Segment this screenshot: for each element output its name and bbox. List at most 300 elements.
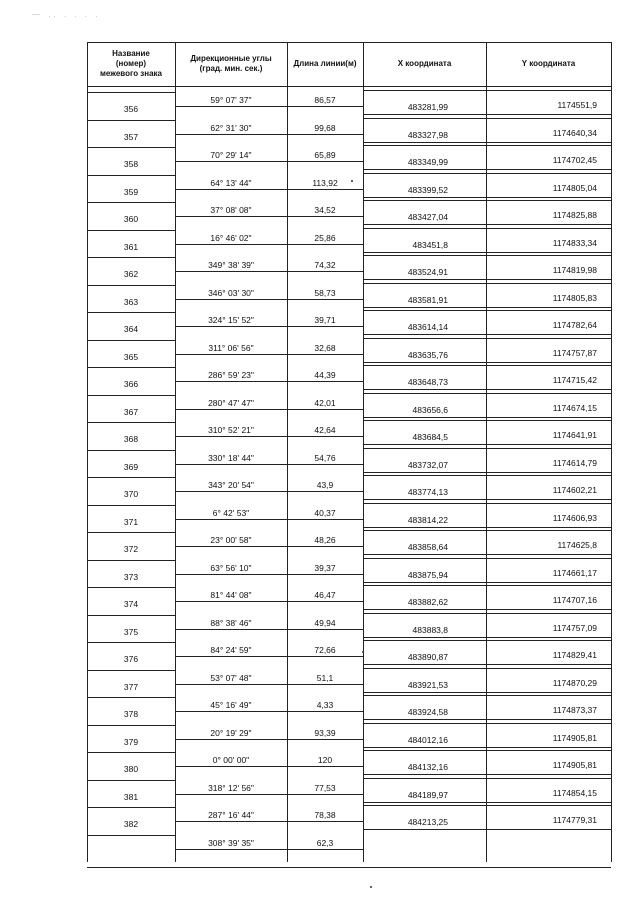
table-row-line bbox=[87, 147, 175, 148]
y-coordinate-cell: 1174551,9 bbox=[557, 100, 597, 110]
x-coordinate-cell: 483684,5 bbox=[412, 432, 448, 442]
table-row-line bbox=[287, 849, 363, 850]
table-row-line bbox=[87, 560, 175, 561]
table-row-line bbox=[87, 587, 175, 588]
table-row-line bbox=[486, 334, 611, 335]
x-coordinate-cell: 483883,8 bbox=[412, 624, 448, 635]
table-row-line bbox=[175, 436, 287, 437]
y-coordinate-cell: 1174757,87 bbox=[552, 347, 597, 358]
table-row-line bbox=[175, 216, 287, 217]
table-row-line bbox=[486, 200, 611, 201]
table-row-line bbox=[87, 807, 175, 808]
table-row-line bbox=[175, 244, 287, 245]
length-cell: 4,33 bbox=[316, 700, 334, 710]
x-coordinate-cell: 483648,73 bbox=[407, 377, 448, 387]
table-row-line bbox=[486, 338, 611, 339]
table-row-line bbox=[287, 271, 363, 272]
table-row-line bbox=[175, 601, 287, 602]
table-row-line bbox=[287, 189, 363, 190]
y-coordinate-cell: 1174870,29 bbox=[552, 677, 597, 688]
header-x: X координата bbox=[397, 59, 452, 68]
table-row-line bbox=[486, 307, 611, 308]
table-row-line bbox=[363, 558, 486, 559]
table-row-line bbox=[87, 257, 175, 258]
x-coordinate-cell: 484213,25 bbox=[407, 817, 448, 827]
table-row-line bbox=[363, 640, 486, 641]
header-length: Длина линии(м) bbox=[293, 59, 357, 68]
table-row-line bbox=[363, 417, 486, 418]
table-row-line bbox=[486, 444, 611, 445]
angle-cell: 324° 15' 52" bbox=[208, 315, 254, 325]
table-row-line bbox=[363, 668, 486, 669]
boundary-mark-name: 358 bbox=[123, 159, 139, 169]
length-cell: 78,38 bbox=[314, 810, 336, 820]
table-row-line bbox=[87, 725, 175, 726]
length-cell: 25,86 bbox=[314, 232, 336, 243]
table-row-line bbox=[486, 582, 611, 583]
table-row-line bbox=[287, 794, 363, 795]
table-row-line bbox=[486, 774, 611, 775]
table-row-line bbox=[363, 554, 486, 555]
angle-cell: 346° 03' 30" bbox=[208, 287, 254, 298]
table-row-line bbox=[363, 637, 486, 638]
table-row-line bbox=[87, 532, 175, 533]
boundary-mark-name: 369 bbox=[123, 461, 139, 472]
table-row-line bbox=[486, 362, 611, 363]
table-row-line bbox=[175, 821, 287, 822]
table-row-line bbox=[287, 601, 363, 602]
table-row-line bbox=[486, 173, 611, 174]
table-row-line bbox=[363, 582, 486, 583]
table-row-line bbox=[175, 656, 287, 657]
y-coordinate-cell: 1174905,81 bbox=[552, 760, 597, 770]
angle-cell: 64° 13' 44" bbox=[210, 177, 252, 188]
table-row-line bbox=[486, 142, 611, 143]
x-coordinate-cell: 483858,64 bbox=[407, 542, 448, 552]
table-row-line bbox=[486, 279, 611, 280]
table-row-line bbox=[87, 752, 175, 753]
table-column-line bbox=[611, 42, 612, 862]
table-row-line bbox=[87, 86, 611, 87]
boundary-mark-name: 365 bbox=[123, 351, 139, 362]
angle-cell: 37° 08' 08" bbox=[210, 205, 252, 215]
y-coordinate-cell: 1174674,15 bbox=[552, 402, 597, 413]
table-row-line bbox=[175, 766, 287, 767]
table-row-line bbox=[287, 656, 363, 657]
length-cell: 34,52 bbox=[314, 205, 336, 215]
table-row-line bbox=[363, 393, 486, 394]
table-row-line bbox=[363, 255, 486, 256]
table-row-line bbox=[363, 475, 486, 476]
table-row-line bbox=[486, 255, 611, 256]
angle-cell: 287° 16' 44" bbox=[208, 810, 254, 820]
table-row-line bbox=[363, 145, 486, 146]
table-row-line bbox=[486, 499, 611, 500]
x-coordinate-cell: 483581,91 bbox=[407, 294, 448, 305]
table-row-line bbox=[486, 805, 611, 806]
x-coordinate-cell: 483281,99 bbox=[407, 102, 448, 112]
x-coordinate-cell: 484132,16 bbox=[407, 762, 448, 772]
angle-cell: 81° 44' 08" bbox=[210, 590, 252, 600]
length-cell: 58,73 bbox=[314, 287, 336, 298]
boundary-mark-name: 378 bbox=[123, 709, 139, 719]
table-row-line bbox=[175, 161, 287, 162]
table-row-line bbox=[363, 747, 486, 748]
table-row-line bbox=[486, 169, 611, 170]
table-row-line bbox=[486, 719, 611, 720]
table-row-line bbox=[87, 505, 175, 506]
x-coordinate-cell: 484012,16 bbox=[407, 734, 448, 745]
boundary-mark-name: 359 bbox=[123, 186, 139, 197]
table-row-line bbox=[363, 90, 486, 91]
table-row-line bbox=[287, 464, 363, 465]
length-cell: 39,37 bbox=[314, 562, 336, 573]
table-row-line bbox=[486, 640, 611, 641]
table-row-line bbox=[87, 450, 175, 451]
boundary-mark-name: 364 bbox=[123, 324, 139, 334]
table-row-line bbox=[363, 173, 486, 174]
table-row-line bbox=[287, 299, 363, 300]
y-coordinate-cell: 1174707,16 bbox=[552, 595, 597, 605]
table-row-line bbox=[363, 197, 486, 198]
length-cell: 46,47 bbox=[314, 590, 336, 600]
table-row-line bbox=[175, 684, 287, 685]
table-row-line bbox=[87, 340, 175, 341]
table-row-line bbox=[486, 723, 611, 724]
angle-cell: 59° 07' 37" bbox=[210, 95, 252, 105]
angle-cell: 311° 06' 56" bbox=[208, 342, 254, 353]
y-coordinate-cell: 1174614,79 bbox=[552, 457, 597, 468]
scan-speck bbox=[362, 651, 364, 653]
length-cell: 49,94 bbox=[314, 617, 336, 628]
y-coordinate-cell: 1174782,64 bbox=[552, 320, 597, 330]
y-coordinate-cell: 1174819,98 bbox=[552, 265, 597, 275]
table-row-line bbox=[486, 637, 611, 638]
table-row-line bbox=[363, 499, 486, 500]
length-cell: 120 bbox=[317, 755, 333, 765]
length-cell: 72,66 bbox=[314, 645, 336, 655]
table-row-line bbox=[486, 585, 611, 586]
table-row-line bbox=[363, 719, 486, 720]
table-row-line bbox=[175, 464, 287, 465]
table-row-line bbox=[287, 106, 363, 107]
table-row-line bbox=[363, 802, 486, 803]
header-name: Название (номер) межевого знака bbox=[99, 49, 163, 78]
length-cell: 54,76 bbox=[314, 452, 336, 463]
table-row-line bbox=[363, 527, 486, 528]
table-row-line bbox=[486, 197, 611, 198]
table-row-line bbox=[87, 867, 611, 868]
table-row-line bbox=[363, 169, 486, 170]
table-row-line bbox=[87, 202, 175, 203]
length-cell: 51,1 bbox=[316, 672, 334, 683]
angle-cell: 88° 38' 46" bbox=[210, 617, 252, 628]
table-row-line bbox=[175, 794, 287, 795]
angle-cell: 310° 52' 21" bbox=[208, 425, 254, 435]
table-row-line bbox=[87, 835, 175, 836]
scan-speck bbox=[370, 886, 372, 888]
boundary-mark-name: 379 bbox=[123, 736, 139, 747]
angle-cell: 280° 47' 47" bbox=[208, 397, 254, 408]
y-coordinate-cell: 1174641,91 bbox=[552, 430, 597, 440]
x-coordinate-cell: 483635,76 bbox=[407, 349, 448, 360]
table-row-line bbox=[287, 354, 363, 355]
table-row-line bbox=[363, 114, 486, 115]
table-row-line bbox=[486, 692, 611, 693]
table-row-line bbox=[87, 697, 175, 698]
table-row-line bbox=[363, 613, 486, 614]
boundary-mark-name: 380 bbox=[123, 764, 139, 774]
y-coordinate-cell: 1174625,8 bbox=[557, 540, 597, 550]
angle-cell: 53° 07' 48" bbox=[210, 672, 252, 683]
table-row-line bbox=[287, 409, 363, 410]
angle-cell: 20° 19' 29" bbox=[210, 727, 252, 738]
table-row-line bbox=[87, 230, 175, 231]
table-row-line bbox=[87, 642, 175, 643]
length-cell: 42,64 bbox=[314, 425, 336, 435]
length-cell: 77,53 bbox=[314, 782, 336, 793]
table-row-line bbox=[363, 750, 486, 751]
angle-cell: 62° 31' 30" bbox=[210, 122, 252, 133]
table-row-line bbox=[175, 849, 287, 850]
table-row-line bbox=[175, 106, 287, 107]
x-coordinate-cell: 483524,91 bbox=[407, 267, 448, 277]
table-row-line bbox=[486, 365, 611, 366]
angle-cell: 6° 42' 53" bbox=[212, 507, 250, 518]
table-row-line bbox=[175, 409, 287, 410]
table-row-line bbox=[175, 491, 287, 492]
boundary-mark-name: 374 bbox=[123, 599, 139, 609]
table-row-line bbox=[486, 145, 611, 146]
table-row-line bbox=[363, 334, 486, 335]
table-row-line bbox=[486, 224, 611, 225]
y-coordinate-cell: 1174873,37 bbox=[552, 705, 597, 715]
boundary-mark-name: 376 bbox=[123, 654, 139, 664]
scan-mark: — .. . . . . bbox=[32, 10, 101, 19]
table-row-line bbox=[363, 585, 486, 586]
x-coordinate-cell: 483890,87 bbox=[407, 652, 448, 662]
table-row-line bbox=[287, 436, 363, 437]
table-row-line bbox=[287, 629, 363, 630]
angle-cell: 63° 56' 10" bbox=[210, 562, 252, 573]
table-row-line bbox=[363, 829, 486, 830]
boundary-mark-name: 357 bbox=[123, 131, 139, 142]
table-row-line bbox=[87, 615, 175, 616]
y-coordinate-cell: 1174805,04 bbox=[552, 182, 597, 193]
boundary-mark-name: 361 bbox=[123, 241, 139, 252]
x-coordinate-cell: 483399,52 bbox=[407, 184, 448, 195]
header-angles: Дирекционные углы (град. мин. сек.) bbox=[190, 54, 272, 73]
table-row-line bbox=[287, 134, 363, 135]
table-row-line bbox=[287, 574, 363, 575]
x-coordinate-cell: 483875,94 bbox=[407, 569, 448, 580]
boundary-mark-name: 382 bbox=[123, 819, 139, 829]
table-row-line bbox=[363, 365, 486, 366]
table-row-line bbox=[363, 774, 486, 775]
x-coordinate-cell: 483814,22 bbox=[407, 514, 448, 525]
table-row-line bbox=[486, 530, 611, 531]
x-coordinate-cell: 483924,58 bbox=[407, 707, 448, 717]
x-coordinate-cell: 483451,8 bbox=[412, 239, 448, 250]
table-row-line bbox=[363, 664, 486, 665]
table-row-line bbox=[363, 252, 486, 253]
table-row-line bbox=[175, 629, 287, 630]
y-coordinate-cell: 1174833,34 bbox=[552, 237, 597, 248]
boundary-mark-name: 371 bbox=[123, 516, 139, 527]
boundary-mark-name: 356 bbox=[123, 104, 139, 114]
boundary-mark-name: 372 bbox=[123, 544, 139, 554]
table-row-line bbox=[363, 723, 486, 724]
table-row-line bbox=[486, 747, 611, 748]
angle-cell: 343° 20' 54" bbox=[208, 480, 254, 490]
table-row-line bbox=[486, 90, 611, 91]
table-row-line bbox=[363, 307, 486, 308]
scan-speck bbox=[351, 180, 353, 182]
length-cell: 99,68 bbox=[314, 122, 336, 133]
table-row-line bbox=[175, 574, 287, 575]
table-row-line bbox=[486, 283, 611, 284]
table-row-line bbox=[287, 161, 363, 162]
boundary-mark-name: 360 bbox=[123, 214, 139, 224]
table-row-line bbox=[363, 778, 486, 779]
y-coordinate-cell: 1174715,42 bbox=[552, 375, 597, 385]
boundary-mark-name: 375 bbox=[123, 626, 139, 637]
table-row-line bbox=[363, 279, 486, 280]
table-row-line bbox=[486, 558, 611, 559]
table-row-line bbox=[486, 475, 611, 476]
angle-cell: 286° 59' 23" bbox=[208, 370, 254, 380]
x-coordinate-cell: 483921,53 bbox=[407, 679, 448, 690]
table-row-line bbox=[363, 283, 486, 284]
table-row-line bbox=[486, 503, 611, 504]
coordinates-table bbox=[87, 42, 611, 862]
table-row-line bbox=[287, 739, 363, 740]
table-row-line bbox=[87, 670, 175, 671]
table-row-line bbox=[363, 224, 486, 225]
table-row-line bbox=[175, 546, 287, 547]
y-coordinate-cell: 1174640,34 bbox=[552, 127, 597, 138]
table-row-line bbox=[363, 444, 486, 445]
y-coordinate-cell: 1174661,17 bbox=[552, 567, 597, 578]
boundary-mark-name: 366 bbox=[123, 379, 139, 389]
x-coordinate-cell: 483349,99 bbox=[407, 157, 448, 167]
table-row-line bbox=[363, 692, 486, 693]
boundary-mark-name: 363 bbox=[123, 296, 139, 307]
x-coordinate-cell: 483614,14 bbox=[407, 322, 448, 332]
table-row-line bbox=[486, 802, 611, 803]
x-coordinate-cell: 484189,97 bbox=[407, 789, 448, 800]
angle-cell: 318° 12' 56" bbox=[208, 782, 254, 793]
length-cell: 48,26 bbox=[314, 535, 336, 545]
table-row-line bbox=[486, 228, 611, 229]
table-row-line bbox=[87, 477, 175, 478]
table-row-line bbox=[363, 530, 486, 531]
y-coordinate-cell: 1174702,45 bbox=[552, 155, 597, 165]
y-coordinate-cell: 1174779,31 bbox=[552, 815, 597, 825]
length-cell: 32,68 bbox=[314, 342, 336, 353]
table-row-line bbox=[287, 216, 363, 217]
table-row-line bbox=[363, 695, 486, 696]
angle-cell: 23° 00' 58" bbox=[210, 535, 252, 545]
table-row-line bbox=[287, 546, 363, 547]
table-row-line bbox=[486, 527, 611, 528]
boundary-mark-name: 381 bbox=[123, 791, 139, 802]
y-coordinate-cell: 1174829,41 bbox=[552, 650, 597, 660]
table-row-line bbox=[363, 142, 486, 143]
length-cell: 42,01 bbox=[314, 397, 336, 408]
boundary-mark-name: 368 bbox=[123, 434, 139, 444]
angle-cell: 84° 24' 59" bbox=[210, 645, 252, 655]
length-cell: 113,92 bbox=[312, 177, 338, 188]
y-coordinate-cell: 1174854,15 bbox=[552, 787, 597, 798]
x-coordinate-cell: 483882,62 bbox=[407, 597, 448, 607]
table-row-line bbox=[486, 750, 611, 751]
table-row-line bbox=[87, 780, 175, 781]
table-row-line bbox=[363, 200, 486, 201]
length-cell: 43,9 bbox=[316, 480, 334, 490]
table-row-line bbox=[486, 668, 611, 669]
length-cell: 40,37 bbox=[314, 507, 336, 518]
angle-cell: 70° 29' 14" bbox=[210, 150, 252, 160]
table-row-line bbox=[175, 189, 287, 190]
length-cell: 62,3 bbox=[316, 837, 334, 848]
table-row-line bbox=[486, 829, 611, 830]
x-coordinate-cell: 483327,98 bbox=[407, 129, 448, 140]
table-row-line bbox=[287, 491, 363, 492]
table-row-line bbox=[287, 684, 363, 685]
table-row-line bbox=[287, 766, 363, 767]
angle-cell: 349° 38' 39" bbox=[208, 260, 254, 270]
x-coordinate-cell: 483656,6 bbox=[412, 404, 448, 415]
table-row-line bbox=[363, 362, 486, 363]
table-row-line bbox=[363, 472, 486, 473]
table-row-line bbox=[287, 381, 363, 382]
table-row-line bbox=[486, 389, 611, 390]
table-row-line bbox=[87, 312, 175, 313]
y-coordinate-cell: 1174602,21 bbox=[552, 485, 597, 495]
table-row-line bbox=[486, 554, 611, 555]
table-row-line bbox=[363, 503, 486, 504]
length-cell: 93,39 bbox=[314, 727, 336, 738]
length-cell: 39,71 bbox=[314, 315, 336, 325]
table-row-line bbox=[175, 739, 287, 740]
table-row-line bbox=[175, 354, 287, 355]
table-row-line bbox=[486, 310, 611, 311]
y-coordinate-cell: 1174757,09 bbox=[552, 622, 597, 633]
angle-cell: 308° 39' 35" bbox=[208, 837, 254, 848]
table-row-line bbox=[486, 118, 611, 119]
table-row-line bbox=[175, 326, 287, 327]
table-row-line bbox=[486, 664, 611, 665]
table-row-line bbox=[87, 175, 175, 176]
table-row-line bbox=[486, 778, 611, 779]
table-row-line bbox=[175, 134, 287, 135]
table-row-line bbox=[363, 420, 486, 421]
table-row-line bbox=[175, 711, 287, 712]
table-row-line bbox=[486, 695, 611, 696]
table-row-line bbox=[486, 472, 611, 473]
table-row-line bbox=[87, 120, 175, 121]
table-row-line bbox=[486, 448, 611, 449]
table-row-line bbox=[287, 326, 363, 327]
boundary-mark-name: 373 bbox=[123, 571, 139, 582]
table-row-line bbox=[363, 389, 486, 390]
boundary-mark-name: 377 bbox=[123, 681, 139, 692]
table-row-line bbox=[87, 92, 175, 93]
table-row-line bbox=[87, 42, 611, 43]
table-row-line bbox=[175, 381, 287, 382]
table-row-line bbox=[87, 422, 175, 423]
